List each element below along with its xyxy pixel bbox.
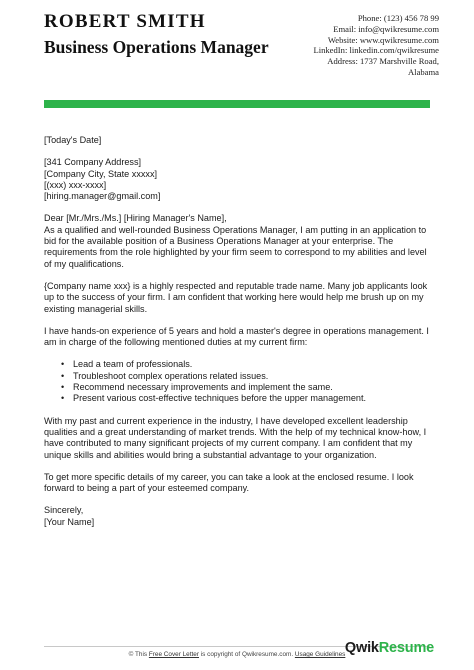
contact-address: Address: 1737 Marshville Road, xyxy=(327,56,439,67)
letter-date: [Today's Date] xyxy=(44,135,102,145)
paragraph-skills: With my past and current experience in the industry, I have developed excellent leadership qualities and a great understanding of market trends. With the help of my technical know-how, I have contributed to many significant projects of my current company. I am confident that my unique skills and abilities would bring a substantial advantage to your organization. xyxy=(44,415,427,460)
logo-qwik: Qwik xyxy=(344,640,379,656)
qwikresume-logo xyxy=(345,640,434,656)
recipient-email: [hiring.manager@gmail.com] xyxy=(44,191,161,202)
free-cover-letter-link[interactable]: Free Cover Letter xyxy=(148,651,199,658)
paragraph-closing: To get more specific details of my career, you can take a look at the enclosed resume. I look forward to being a part of your esteemed company. xyxy=(44,471,414,494)
logo-resume: Resume xyxy=(378,640,434,656)
letter-body xyxy=(44,135,434,528)
contact-address-state: Alabama xyxy=(407,66,439,77)
list-item: • Troubleshoot complex operations related issues. xyxy=(61,371,434,382)
applicant-name: ROBERT SMITH xyxy=(44,11,206,32)
contact-linkedin: LinkedIn: linkedin.com/qwikresume xyxy=(313,45,439,56)
contact-email: Email: info@qwikresume.com xyxy=(333,23,439,34)
usage-guidelines-link[interactable]: Usage Guidelines xyxy=(294,651,346,658)
list-item: • Present various cost-effective techniques before the upper management. xyxy=(61,393,434,404)
paragraph-intro: As a qualified and well-rounded Business Operations Manager, I am putting in an application to bid for the available position of a Business Operations Manager at your enterprise. The requirements from the role highlighted by your firm seem to correspond to my abilities and level of my qualifications. xyxy=(44,224,427,269)
contact-phone: Phone: (123) 456 78 99 xyxy=(357,13,439,23)
recipient-address-line: [341 Company Address] xyxy=(44,157,142,168)
footer-prefix: © This xyxy=(128,651,148,658)
recipient-address xyxy=(44,157,434,202)
job-title: Business Operations Manager xyxy=(44,37,269,57)
list-item: • Recommend necessary improvements and implement the same. xyxy=(61,382,434,393)
accent-divider-bar xyxy=(44,100,430,108)
signature: [Your Name] xyxy=(44,516,95,527)
paragraph-company: {Company name xxx} is a highly respected and reputable trade name. Many job applicants look up to the success of your firm. I am confident that working here would help me brush up on my existing managerial skills. xyxy=(44,280,428,314)
recipient-address-line: [(xxx) xxx-xxxx] xyxy=(44,179,107,190)
paragraph-experience: I have hands-on experience of 5 years and hold a master's degree in operations management. I am in charge of the following mentioned duties at my current firm: xyxy=(44,325,429,348)
duties-list xyxy=(44,359,434,404)
closing: Sincerely, xyxy=(44,505,84,516)
list-item: • Lead a team of professionals. xyxy=(61,359,434,370)
contact-website: Website: www.qwikresume.com xyxy=(327,34,439,45)
recipient-address-line: [Company City, State xxxxx] xyxy=(44,168,158,179)
footer-middle: is copyright of Qwikresume.com. xyxy=(200,651,294,658)
contact-block xyxy=(239,13,439,78)
salutation: Dear [Mr./Mrs./Ms.] [Hiring Manager's Name], xyxy=(44,213,227,224)
